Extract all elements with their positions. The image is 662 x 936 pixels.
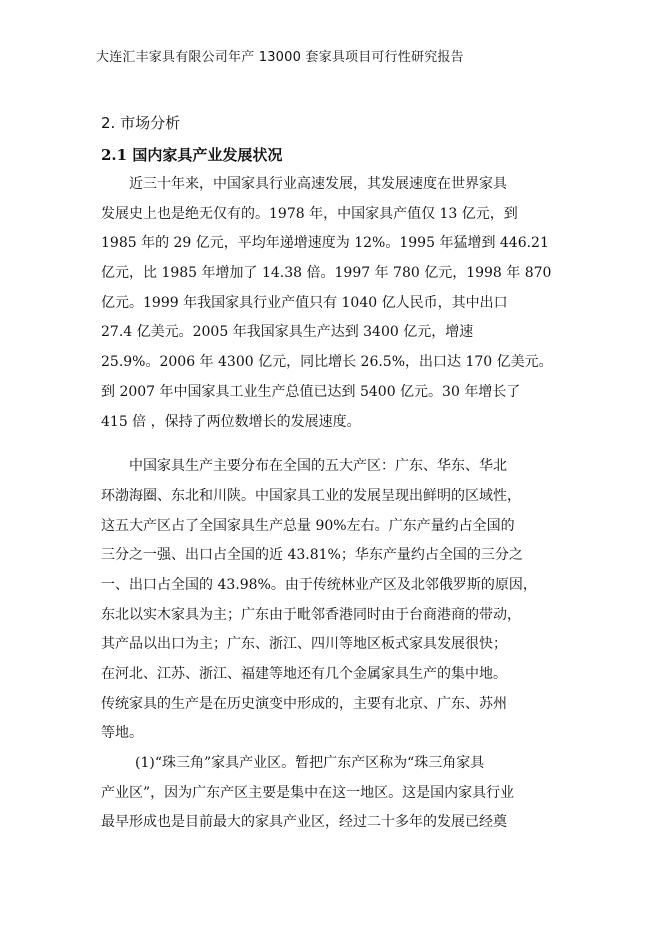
paragraph-line: 其产品以出口为主；广东、浙江、四川等地区板式家具发展很快； <box>101 636 507 653</box>
paragraph-industry-growth <box>101 170 561 437</box>
paragraph-line: 亿元。1999 年我国家具行业产值只有 1040 亿人民币，其中出口 <box>101 294 508 311</box>
running-header: 大连汇丰家具有限公司年产 13000 套家具项目可行性研究报告 <box>96 50 464 65</box>
paragraph-line: 等地。 <box>101 725 143 742</box>
section-title: 2. 市场分析 <box>101 114 181 132</box>
paragraph-line: 在河北、江苏、浙江、福建等地还有几个金属家具生产的集中地。 <box>101 666 507 682</box>
paragraph-line: 三分之一强、出口占全国的近 43.81%；华东产量约占全国的三分之 <box>101 547 523 564</box>
paragraph-line: 环渤海圈、东北和川陕。中国家具工业的发展呈现出鲜明的区域性， <box>101 487 521 504</box>
paragraph-line: (1)“珠三角”家具产业区。暂把广东产区称为“珠三角家具 <box>135 755 485 772</box>
paragraph-line: 25.9%。2006 年 4300 亿元，同比增长 26.5%，出口达 170 亿美元。 <box>101 354 553 371</box>
paragraph-line: 415 倍 ，保持了两位数增长的发展速度。 <box>101 413 361 430</box>
paragraph-line: 27.4 亿美元。2005 年我国家具生产达到 3400 亿元，增速 <box>101 324 474 341</box>
subsection-title: 2.1 国内家具产业发展状况 <box>101 146 283 164</box>
paragraph-line: 1985 年的 29 亿元，平均年递增速度为 12%。1995 年猛增到 446.21 <box>101 235 549 252</box>
paragraph-production-regions <box>101 452 561 749</box>
paragraph-line: 传统家具的生产是在历史演变中形成的，主要有北京、广东、苏州 <box>101 695 507 712</box>
paragraph-line: 亿元，比 1985 年增加了 14.38 倍。1997 年 780 亿元，1998 年 870 <box>101 265 552 282</box>
header-rule <box>96 67 566 68</box>
paragraph-spacer <box>101 437 561 452</box>
paragraph-line: 到 2007 年中国家具工业生产总值已达到 5400 亿元。30 年增长了 <box>101 383 521 400</box>
paragraph-line: 产业区”，因为广东产区主要是集中在这一地区。这是国内家具行业 <box>101 784 515 801</box>
paragraph-line: 一、出口占全国的 43.98%。由于传统林业产区及北邻俄罗斯的原因， <box>101 576 537 593</box>
paragraph-line: 这五大产区占了全国家具生产总量 90%左右。广东产量约占全国的 <box>101 517 515 534</box>
paragraph-line: 发展史上也是绝无仅有的。1978 年，中国家具产值仅 13 亿元，到 <box>101 205 518 222</box>
paragraph-line: 最早形成也是目前最大的家具产业区，经过二十多年的发展已经奠 <box>101 814 507 831</box>
body-text <box>101 170 561 838</box>
paragraph-line: 东北以实木家具为主；广东由于毗邻香港同时由于台商港商的带动， <box>101 606 521 623</box>
paragraph-line: 中国家具生产主要分布在全国的五大产区：广东、华东、华北 <box>129 458 507 475</box>
paragraph-line: 近三十年来，中国家具行业高速发展，其发展速度在世界家具 <box>129 176 507 192</box>
paragraph-pearl-river-delta <box>101 749 561 838</box>
